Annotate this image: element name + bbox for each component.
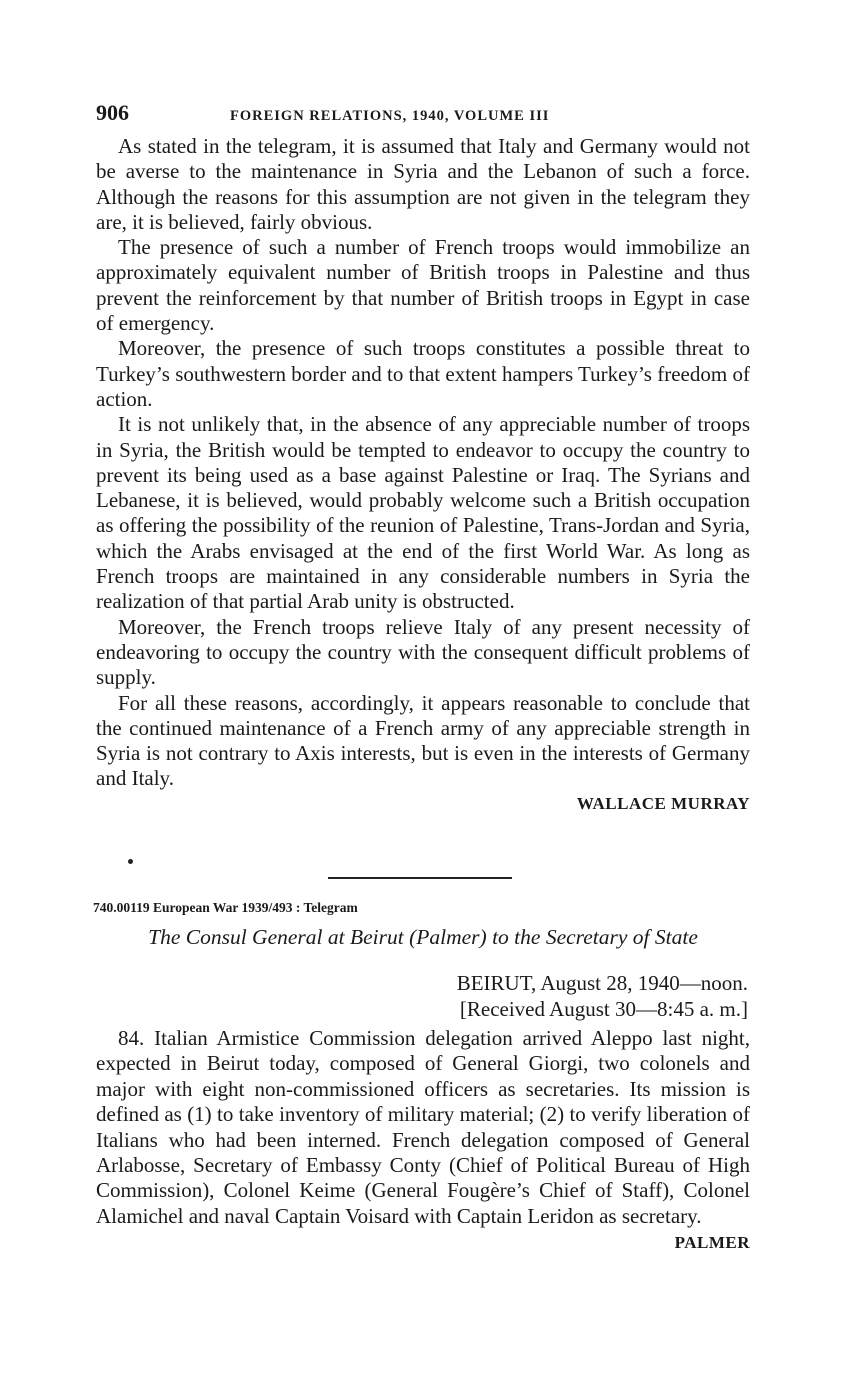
memo-paragraph: Moreover, the presence of such troops constitutes a possible threat to Turkey’s southwestern border and to that extent hampers Turkey’s freedom of action. bbox=[96, 336, 750, 411]
memo-paragraph: As stated in the telegram, it is assumed that Italy and Germany would not be averse to the maintenance in Syria and the Lebanon of such a force. Although the reasons for this assumption are not given in the telegram they are, it is believed, fairly obvious. bbox=[96, 134, 750, 234]
dateline: BEIRUT, August 28, 1940—noon. bbox=[456, 971, 748, 995]
page-header bbox=[96, 100, 750, 134]
ink-speck bbox=[128, 859, 133, 864]
memo-paragraph: For all these reasons, accordingly, it appears reasonable to conclude that the continued maintenance of a French army of any appreciable strength in Syria is not contrary to Axis interests, but is even in the interests of Germany and Italy. bbox=[96, 690, 750, 791]
dateline-block bbox=[457, 970, 748, 1022]
received-note: [Received August 30—8:45 a. m.] bbox=[459, 997, 748, 1021]
page-content bbox=[96, 100, 750, 824]
running-head: FOREIGN RELATIONS, 1940, VOLUME III bbox=[230, 108, 550, 124]
memo-paragraph: Moreover, the French troops relieve Italy of any present necessity of endeavoring to occupy the country with the consequent difficult problems of supply. bbox=[96, 614, 750, 690]
memo-body bbox=[96, 134, 750, 792]
telegram-signature: PALMER bbox=[674, 1233, 750, 1253]
telegram-body bbox=[96, 1026, 750, 1253]
file-reference: 740.00119 European War 1939/493 : Telegram bbox=[93, 900, 358, 915]
section-divider bbox=[328, 877, 512, 879]
memo-signature: WALLACE MURRAY bbox=[576, 793, 750, 813]
memo-paragraph: It is not unlikely that, in the absence of any appreciable number of troops in Syria, the British would be tempted to endeavor to occupy the country to prevent its being used as a base against Palestine or Iraq. The Syrians and Lebanese, it is believed, would probably welcome such a British occupation as offering the possibility of the reunion of Palestine, Trans-Jordan and Syria, which the Arabs envisaged at the end of the first World War. As long as French troops are maintained in any considerable numbers in Syria the realization of that partial Arab unity is obstructed. bbox=[96, 412, 750, 614]
telegram-paragraph: 84. Italian Armistice Commission delegation arrived Aleppo last night, expected in Beirut today, composed of General Giorgi, two colonels and major with eight non-commissioned officers as secretaries. Its mission is defined as (1) to take inventory of military material; (2) to verify liberation of Italians who had been interned. French delegation composed of General Arlabosse, Secretary of Embassy Conty (Chief of Political Bureau of High Commission), Colonel Keime (General Fougère’s Chief of Staff), Colonel Alamichel and naval Captain Voisard with Captain Leridon as secretary. bbox=[96, 1026, 750, 1228]
page-number: 906 bbox=[96, 100, 129, 125]
document-heading: The Consul General at Beirut (Palmer) to the Secretary of State bbox=[148, 925, 698, 949]
memo-paragraph: The presence of such a number of French troops would immobilize an approximately equivalent number of British troops in Palestine and thus prevent the reinforcement by that number of British troops in Egypt in case of emergency. bbox=[96, 235, 750, 336]
